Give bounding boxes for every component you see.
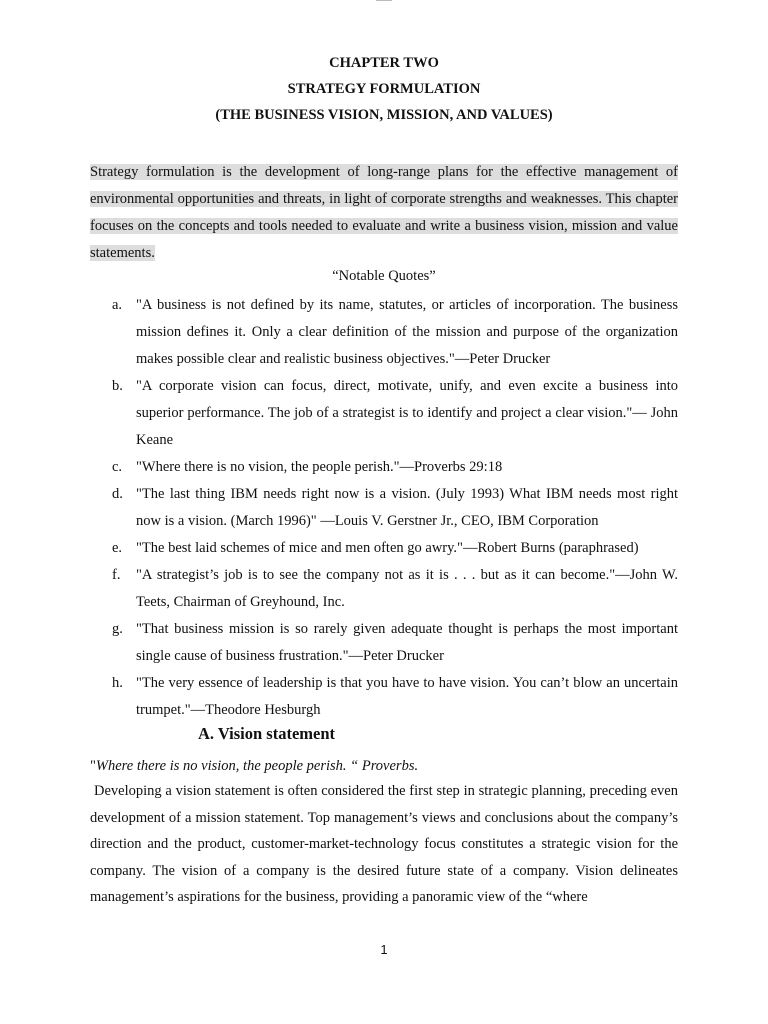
section-title-vision-statement: A. Vision statement [198, 724, 336, 743]
notable-quotes-title: “Notable Quotes” [332, 268, 436, 284]
quote-item [90, 373, 678, 454]
page-number: 1 [380, 942, 388, 957]
quote-text: "The best laid schemes of mice and men often go awry."—Robert Burns (paraphrased) [136, 540, 639, 556]
quote-text: "A corporate vision can focus, direct, motivate, unify, and even excite a business into superior performance. The job of a strategist is to identify and project a clear vision."— John Keane [136, 378, 678, 448]
vision-body-paragraph: Developing a vision statement is often considered the first step in strategic planning, preceding even development of a mission statement. Top management’s views and conclusions about the company’s direction and the product, customer-market-technology focus constitutes a strategic vision for the company. The vision of a company is the desired future state of a company. Vision delineates management’s aspirations for the business, providing a panoramic view of the “where [90, 783, 678, 906]
page-top-mark [376, 0, 392, 1]
intro-highlighted-text: Strategy formulation is the development of long-range plans for the effective management of environmental opportunities and threats, in light of corporate strengths and weaknesses. This chapter focuses on the concepts and tools needed to evaluate and write a business vision, mission and value statements. [90, 164, 678, 261]
quote-marker: e. [112, 540, 123, 556]
quote-text: "The last thing IBM needs right now is a vision. (July 1993) What IBM needs most right now is a vision. (March 1996)" —Louis V. Gerstner Jr., CEO, IBM Corporation [136, 486, 678, 529]
quote-marker: b. [112, 378, 123, 394]
quote-marker: g. [112, 621, 123, 637]
intro-paragraph [90, 159, 678, 267]
quote-marker: c. [112, 459, 123, 475]
quote-item [90, 670, 678, 724]
quote-marker: a. [112, 297, 123, 313]
chapter-title: STRATEGY FORMULATION [287, 81, 481, 97]
quote-marker: d. [112, 486, 123, 502]
chapter-subtitle: (THE BUSINESS VISION, MISSION, AND VALUES) [215, 107, 553, 123]
epigraph-open-quote: " [90, 758, 96, 774]
epigraph-text: Where there is no vision, the people perish. “ Proverbs. [95, 758, 419, 774]
quote-item [90, 562, 678, 616]
quote-item [90, 292, 678, 373]
quote-text: "A business is not defined by its name, statutes, or articles of incorporation. The business mission defines it. Only a clear definition of the mission and purpose of the organization makes possible clear and realistic business objectives."—Peter Drucker [136, 297, 678, 367]
quote-marker: h. [112, 675, 123, 691]
quote-text: "The very essence of leadership is that you have to have vision. You can’t blow an uncertain trumpet."—Theodore Hesburgh [136, 675, 678, 718]
chapter-label: CHAPTER TWO [329, 55, 439, 71]
quote-item [90, 616, 678, 670]
vision-epigraph [90, 753, 678, 780]
notable-quotes-list [90, 292, 678, 724]
quote-text: "That business mission is so rarely given adequate thought is perhaps the most important single cause of business frustration."—Peter Drucker [136, 621, 678, 664]
quote-text: "A strategist’s job is to see the company not as it is . . . but as it can become."—John W. Teets, Chairman of Greyhound, Inc. [136, 567, 678, 610]
quote-item [90, 535, 678, 562]
quote-marker: f. [112, 567, 121, 583]
quote-item [90, 454, 678, 481]
quote-item [90, 481, 678, 535]
quote-text: "Where there is no vision, the people perish."—Proverbs 29:18 [136, 459, 503, 475]
